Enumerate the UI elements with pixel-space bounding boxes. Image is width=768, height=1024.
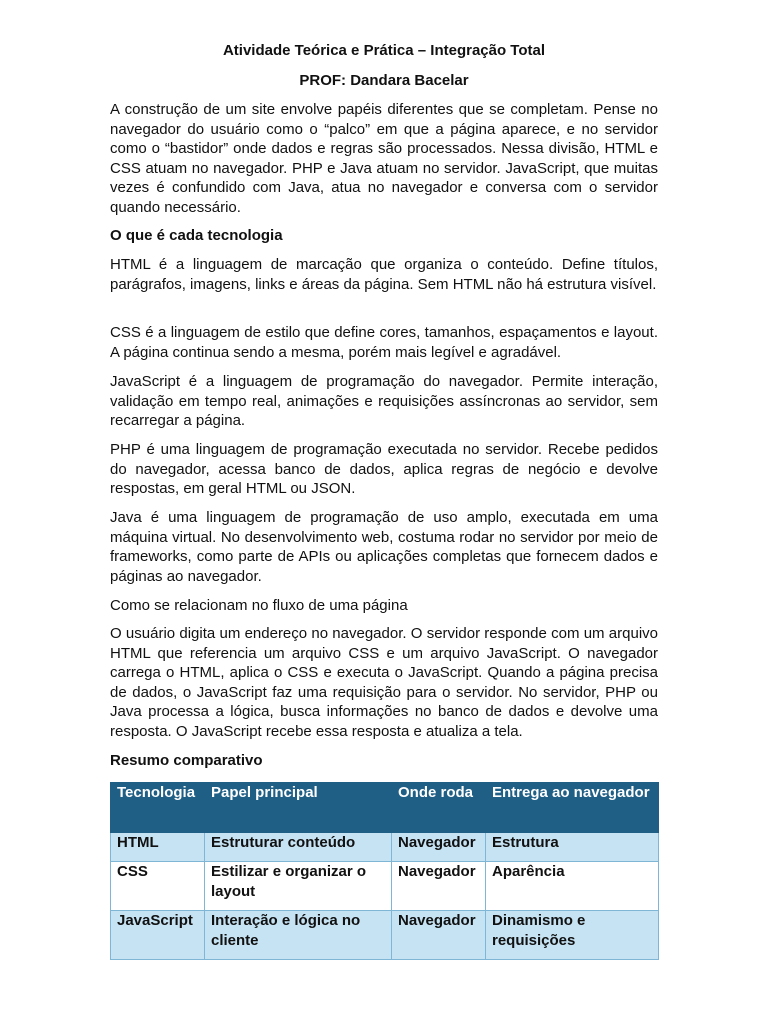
table-cell: Estrutura — [486, 833, 659, 862]
table-cell: JavaScript — [111, 911, 205, 960]
intro-paragraph: A construção de um site envolve papéis diferentes que se completam. Pense no navegador do usuário como o “palco” em que a página aparece, e no servidor como o “bastidor” onde dados e regras são processados. Nessa divisão, HTML e CSS atuam no navegador. PHP e Java atuam no servidor. JavaScript, que muitas vezes é confundido com Java, atua no navegador e conversa com o servidor quando necessário. — [110, 101, 658, 216]
flow-paragraph: O usuário digita um endereço no navegador. O servidor responde com um arquivo HTML que referencia um arquivo CSS e um arquivo JavaScript. O navegador carrega o HTML, aplica o CSS e executa o JavaScript. Quando a página precisa de dados, o JavaScript faz uma requisição para o servidor. No servidor, PHP ou Java processa a lógica, busca informações no banco de dados e devolve uma resposta. O JavaScript recebe essa resposta e atualiza a tela. — [110, 625, 658, 740]
document-title: Atividade Teórica e Prática – Integração Total — [222, 42, 546, 59]
javascript-paragraph: JavaScript é a linguagem de programação do navegador. Permite interação, validação em tempo real, animações e requisições assíncronas ao servidor, sem recarregar a página. — [110, 373, 658, 430]
section-heading-flow: Como se relacionam no fluxo de uma página — [110, 597, 408, 614]
table-cell: Estruturar conteúdo — [205, 833, 392, 862]
document-subtitle: PROF: Dandara Bacelar — [299, 72, 469, 89]
table-cell: Aparência — [486, 862, 659, 911]
css-paragraph: CSS é a linguagem de estilo que define cores, tamanhos, espaçamentos e layout. A página continua sendo a mesma, porém mais legível e agradável. — [110, 324, 658, 361]
section-heading-summary: Resumo comparativo — [110, 752, 263, 769]
table-cell: Interação e lógica no cliente — [205, 911, 392, 960]
comparison-table — [110, 782, 659, 960]
table-header-cell: Tecnologia — [111, 783, 205, 833]
table-header-cell: Papel principal — [205, 783, 392, 833]
table-cell: Navegador — [392, 833, 486, 862]
table-cell: Navegador — [392, 862, 486, 911]
table-cell: HTML — [111, 833, 205, 862]
table-header-cell: Onde roda — [392, 783, 486, 833]
table-cell: Estilizar e organizar o layout — [205, 862, 392, 911]
section-heading-technologies: O que é cada tecnologia — [110, 227, 283, 244]
table-header-cell: Entrega ao navegador — [486, 783, 659, 833]
table-row — [111, 833, 659, 862]
html-paragraph: HTML é a linguagem de marcação que organiza o conteúdo. Define títulos, parágrafos, imagens, links e áreas da página. Sem HTML não há estrutura visível. — [110, 256, 658, 293]
table-row — [111, 862, 659, 911]
table-cell: Navegador — [392, 911, 486, 960]
table-cell: CSS — [111, 862, 205, 911]
java-paragraph: Java é uma linguagem de programação de uso amplo, executada em uma máquina virtual. No desenvolvimento web, costuma rodar no servidor por meio de frameworks, como parte de APIs ou aplicações completas que fornecem dados e páginas ao navegador. — [110, 509, 658, 585]
table-cell: Dinamismo e requisições — [486, 911, 659, 960]
php-paragraph: PHP é uma linguagem de programação executada no servidor. Recebe pedidos do navegador, acessa banco de dados, aplica regras de negócio e devolve respostas, em geral HTML ou JSON. — [110, 441, 658, 498]
table-row — [111, 911, 659, 960]
table-header-row — [111, 783, 659, 833]
